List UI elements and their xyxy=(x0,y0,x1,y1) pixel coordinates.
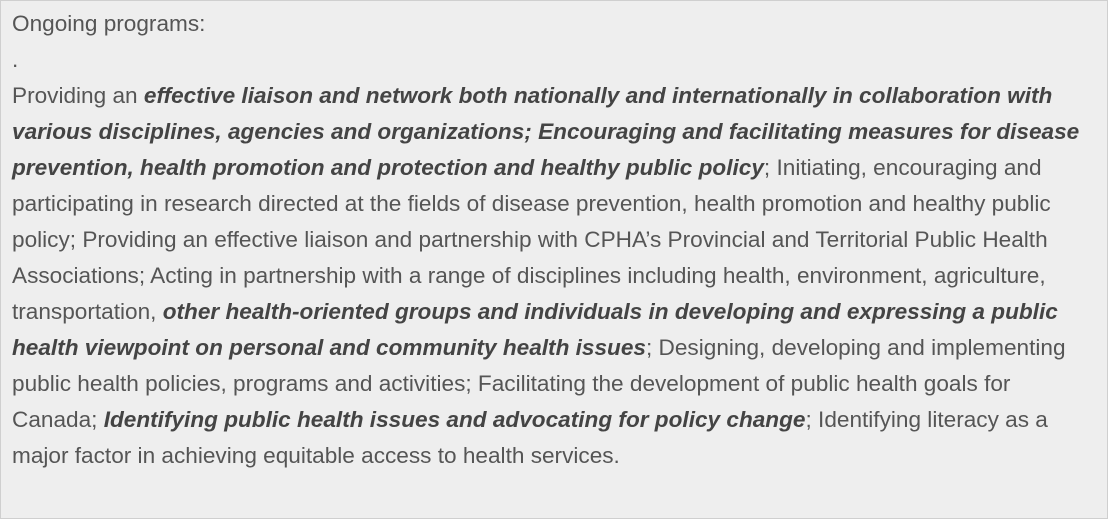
text-run: ; Identifying literacy as a major factor in achieving equitable access to health services. xyxy=(12,407,1048,468)
emphasized-text-run: other health-oriented groups and individuals in developing and expressing a public health viewpoint on personal and community health issues xyxy=(12,299,1058,360)
text-run: Providing an xyxy=(12,83,144,108)
text-run: ; Initiating, encouraging and participating in research directed at the fields of disease prevention, health promotion and healthy public policy; Providing an effective liaison and partnership with CPHA’s Provincial and Territorial Public Health Associations; Acting in partnership with a range of disciplines including health, environment, agriculture, transportation, xyxy=(12,155,1051,324)
programs-paragraph xyxy=(12,78,1097,474)
emphasized-text-run: effective liaison and network both nationally and internationally in collaboration with various disciplines, agencies and organizations; Encouraging and facilitating measures for disease prevention, health promotion and protection and healthy public policy xyxy=(12,83,1080,180)
separator-dot: . xyxy=(12,47,19,72)
section-heading: Ongoing programs: xyxy=(12,11,206,36)
emphasized-text-run: Identifying public health issues and advocating for policy change xyxy=(103,407,806,432)
text-run: ; Designing, developing and implementing public health policies, programs and activities; Facilitating the development of public health goals for Canada; xyxy=(12,335,1066,432)
